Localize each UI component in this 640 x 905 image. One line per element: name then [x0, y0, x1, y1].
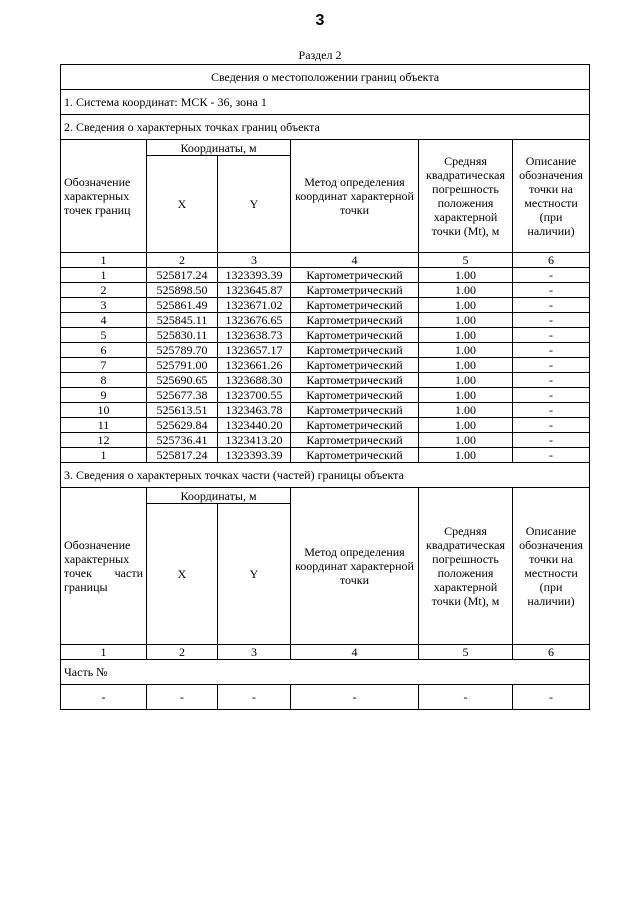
- point-n: 6: [61, 343, 147, 358]
- coord-system: 1. Система координат: МСК - 36, зона 1: [61, 90, 590, 115]
- point-desc: -: [513, 403, 590, 418]
- point-desc: -: [513, 313, 590, 328]
- point-desc: -: [513, 358, 590, 373]
- part-cell: -: [513, 685, 590, 710]
- point-desc: -: [513, 373, 590, 388]
- section3-title-row: [61, 463, 590, 488]
- point-mt: 1.00: [419, 388, 513, 403]
- point-mt: 1.00: [419, 298, 513, 313]
- point-method: Картометрический: [291, 343, 419, 358]
- table-row: [61, 343, 590, 358]
- point-desc: -: [513, 388, 590, 403]
- point-y: 1323661.26: [218, 358, 291, 373]
- header-y: Y: [218, 156, 291, 253]
- header-designation: Обозначение характерных точек границ: [61, 140, 147, 253]
- point-mt: 1.00: [419, 268, 513, 283]
- point-x: 525677.38: [147, 388, 218, 403]
- point-method: Картометрический: [291, 328, 419, 343]
- point-y: 1323688.30: [218, 373, 291, 388]
- point-x: 525898.50: [147, 283, 218, 298]
- point-desc: -: [513, 343, 590, 358]
- point-mt: 1.00: [419, 433, 513, 448]
- col-num: 6: [513, 645, 590, 660]
- point-desc: -: [513, 448, 590, 463]
- table-row: [61, 358, 590, 373]
- point-mt: 1.00: [419, 328, 513, 343]
- section2-title-row: [61, 115, 590, 140]
- part-label-row: [61, 660, 590, 685]
- point-x: 525861.49: [147, 298, 218, 313]
- point-n: 8: [61, 373, 147, 388]
- point-x: 525629.84: [147, 418, 218, 433]
- part-header-error: Средняя квадратическая погрешность положения характерной точки (Mt), м: [419, 488, 513, 645]
- point-n: 1: [61, 268, 147, 283]
- point-mt: 1.00: [419, 373, 513, 388]
- header-error: Средняя квадратическая погрешность положения характерной точки (Mt), м: [419, 140, 513, 253]
- point-mt: 1.00: [419, 343, 513, 358]
- point-y: 1323463.78: [218, 403, 291, 418]
- point-y: 1323413.20: [218, 433, 291, 448]
- point-n: 3: [61, 298, 147, 313]
- point-mt: 1.00: [419, 283, 513, 298]
- point-y: 1323657.17: [218, 343, 291, 358]
- part-header-y: Y: [218, 504, 291, 645]
- header-x: X: [147, 156, 218, 253]
- point-n: 5: [61, 328, 147, 343]
- point-desc: -: [513, 418, 590, 433]
- point-n: 2: [61, 283, 147, 298]
- table-row: [61, 418, 590, 433]
- part-data-row: [61, 685, 590, 710]
- point-y: 1323671.02: [218, 298, 291, 313]
- part-header-x: X: [147, 504, 218, 645]
- point-y: 1323700.55: [218, 388, 291, 403]
- table-row: [61, 298, 590, 313]
- col-num: 3: [218, 645, 291, 660]
- table-row: [61, 283, 590, 298]
- point-mt: 1.00: [419, 418, 513, 433]
- part-label: Часть №: [61, 660, 590, 685]
- table-row: [61, 448, 590, 463]
- section3-title: 3. Сведения о характерных точках части (частей) границы объекта: [61, 463, 590, 488]
- table-row: [61, 328, 590, 343]
- boundary-table: [60, 64, 590, 710]
- table-row: [61, 313, 590, 328]
- col-num: 3: [218, 253, 291, 268]
- col-num: 6: [513, 253, 590, 268]
- col-num: 5: [419, 253, 513, 268]
- point-y: 1323638.73: [218, 328, 291, 343]
- part-cell: -: [419, 685, 513, 710]
- point-y: 1323393.39: [218, 448, 291, 463]
- point-desc: -: [513, 268, 590, 283]
- table-title-row: [61, 65, 590, 90]
- page-number: 3: [315, 12, 325, 29]
- col-num: 2: [147, 253, 218, 268]
- col-num: 4: [291, 253, 419, 268]
- point-method: Картометрический: [291, 433, 419, 448]
- point-method: Картометрический: [291, 388, 419, 403]
- col-num: 5: [419, 645, 513, 660]
- point-desc: -: [513, 283, 590, 298]
- point-method: Картометрический: [291, 448, 419, 463]
- point-desc: -: [513, 298, 590, 313]
- col-num: 1: [61, 253, 147, 268]
- point-x: 525690.65: [147, 373, 218, 388]
- point-mt: 1.00: [419, 358, 513, 373]
- point-x: 525817.24: [147, 268, 218, 283]
- part-header-row-1: [61, 488, 590, 504]
- part-header-method: Метод определения координат характерной точки: [291, 488, 419, 645]
- table-title: Сведения о местоположении границ объекта: [61, 65, 590, 90]
- table-row: [61, 268, 590, 283]
- point-x: 525845.11: [147, 313, 218, 328]
- point-method: Картометрический: [291, 373, 419, 388]
- header-description: Описание обозначения точки на местности (при наличии): [513, 140, 590, 253]
- point-method: Картометрический: [291, 283, 419, 298]
- point-desc: -: [513, 433, 590, 448]
- point-x: 525736.41: [147, 433, 218, 448]
- part-cell: -: [218, 685, 291, 710]
- part-header-coords: Координаты, м: [147, 488, 291, 504]
- point-method: Картометрический: [291, 418, 419, 433]
- table-row: [61, 433, 590, 448]
- point-n: 10: [61, 403, 147, 418]
- point-n: 1: [61, 448, 147, 463]
- part-header-description: Описание обозначения точки на местности (при наличии): [513, 488, 590, 645]
- col-num: 4: [291, 645, 419, 660]
- header-designation-part: Обозначение характерных точек части границы: [61, 488, 147, 645]
- point-y: 1323440.20: [218, 418, 291, 433]
- header-coords: Координаты, м: [147, 140, 291, 156]
- coord-system-row: [61, 90, 590, 115]
- point-method: Картометрический: [291, 268, 419, 283]
- header-row-1: [61, 140, 590, 156]
- part-cell: -: [61, 685, 147, 710]
- point-mt: 1.00: [419, 448, 513, 463]
- header-method: Метод определения координат характерной точки: [291, 140, 419, 253]
- point-mt: 1.00: [419, 403, 513, 418]
- point-method: Картометрический: [291, 298, 419, 313]
- point-x: 525830.11: [147, 328, 218, 343]
- part-cell: -: [291, 685, 419, 710]
- point-x: 525817.24: [147, 448, 218, 463]
- point-n: 4: [61, 313, 147, 328]
- point-n: 12: [61, 433, 147, 448]
- part-cell: -: [147, 685, 218, 710]
- point-desc: -: [513, 328, 590, 343]
- table-row: [61, 373, 590, 388]
- point-y: 1323645.87: [218, 283, 291, 298]
- point-method: Картометрический: [291, 358, 419, 373]
- point-method: Картометрический: [291, 313, 419, 328]
- part-column-numbers-row: [61, 645, 590, 660]
- column-numbers-row: [61, 253, 590, 268]
- point-y: 1323676.65: [218, 313, 291, 328]
- point-n: 9: [61, 388, 147, 403]
- section-label: Раздел 2: [298, 48, 342, 62]
- point-n: 11: [61, 418, 147, 433]
- point-x: 525789.70: [147, 343, 218, 358]
- point-x: 525613.51: [147, 403, 218, 418]
- point-n: 7: [61, 358, 147, 373]
- section2-title: 2. Сведения о характерных точках границ объекта: [61, 115, 590, 140]
- col-num: 2: [147, 645, 218, 660]
- point-method: Картометрический: [291, 403, 419, 418]
- col-num: 1: [61, 645, 147, 660]
- point-y: 1323393.39: [218, 268, 291, 283]
- table-row: [61, 388, 590, 403]
- table-row: [61, 403, 590, 418]
- point-mt: 1.00: [419, 313, 513, 328]
- point-x: 525791.00: [147, 358, 218, 373]
